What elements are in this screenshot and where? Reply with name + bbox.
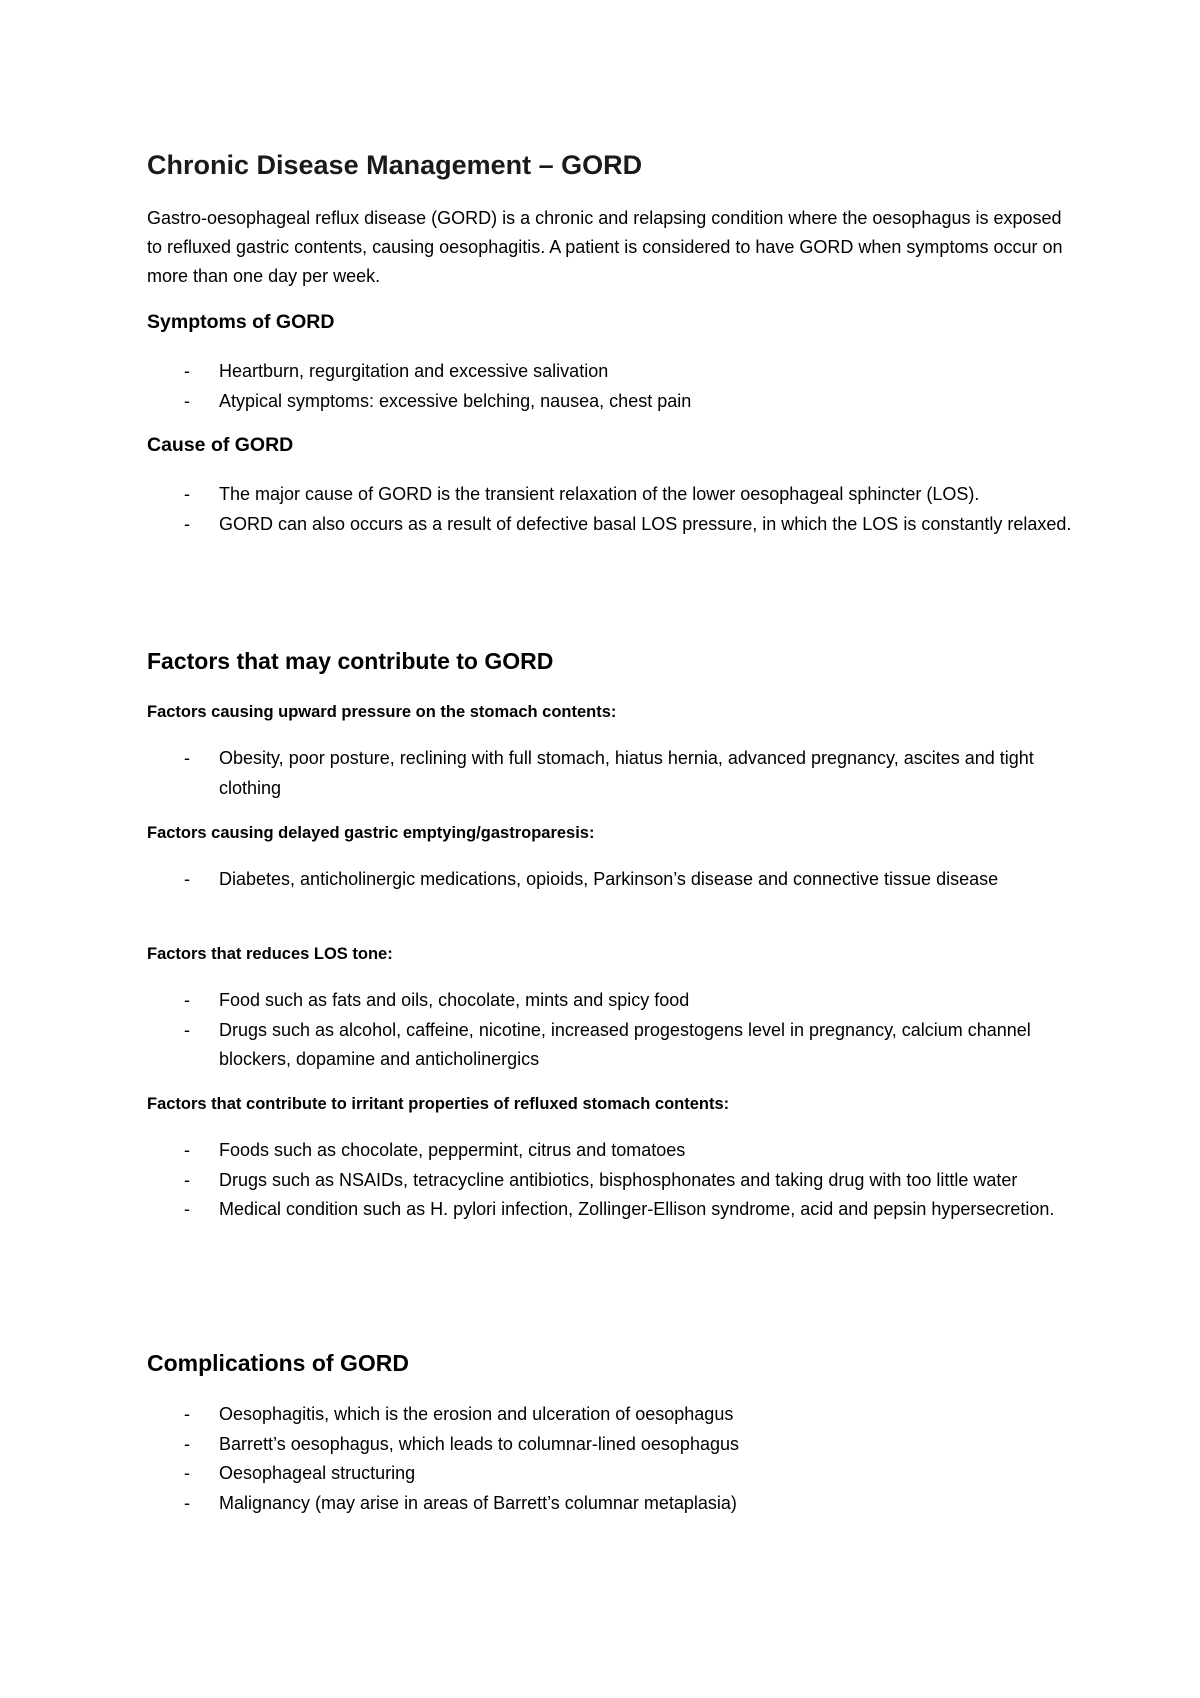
list-item: - Diabetes, anticholinergic medications, opioids, Parkinson’s disease and connective tissue disease (147, 865, 1077, 895)
factors-irritant-list (147, 1136, 1077, 1225)
list-item: - Atypical symptoms: excessive belching, nausea, chest pain (147, 387, 1077, 417)
list-item: - Food such as fats and oils, chocolate, mints and spicy food (147, 986, 1077, 1016)
factors-upward-pressure-heading: Factors causing upward pressure on the stomach contents: (147, 703, 617, 721)
list-item: - Drugs such as alcohol, caffeine, nicotine, increased progestogens level in pregnancy, calcium channel blockers, dopamine and anticholinergics (147, 1016, 1077, 1075)
cause-list (147, 480, 1077, 539)
factors-heading: Factors that may contribute to GORD (147, 648, 554, 674)
list-item: - Obesity, poor posture, reclining with full stomach, hiatus hernia, advanced pregnancy, ascites and tight clothing (147, 744, 1077, 803)
complications-list (147, 1400, 1077, 1518)
factors-delayed-emptying-list (147, 865, 1077, 895)
list-item: - Medical condition such as H. pylori infection, Zollinger-Ellison syndrome, acid and pepsin hypersecretion. (147, 1195, 1077, 1225)
list-item: - Heartburn, regurgitation and excessive salivation (147, 357, 1077, 387)
symptoms-list (147, 357, 1077, 416)
cause-heading: Cause of GORD (147, 434, 294, 456)
list-item: - Malignancy (may arise in areas of Barrett’s columnar metaplasia) (147, 1489, 1077, 1519)
list-item: - GORD can also occurs as a result of defective basal LOS pressure, in which the LOS is constantly relaxed. (147, 510, 1077, 540)
symptoms-heading: Symptoms of GORD (147, 311, 335, 333)
list-item: - Barrett’s oesophagus, which leads to columnar-lined oesophagus (147, 1430, 1077, 1460)
factors-los-tone-heading: Factors that reduces LOS tone: (147, 945, 393, 963)
list-item: - Drugs such as NSAIDs, tetracycline antibiotics, bisphosphonates and taking drug with too little water (147, 1166, 1077, 1196)
list-item: - Foods such as chocolate, peppermint, citrus and tomatoes (147, 1136, 1077, 1166)
list-item: - Oesophageal structuring (147, 1459, 1077, 1489)
factors-irritant-heading: Factors that contribute to irritant properties of refluxed stomach contents: (147, 1095, 730, 1113)
list-item: - The major cause of GORD is the transient relaxation of the lower oesophageal sphincter (LOS). (147, 480, 1077, 510)
factors-delayed-emptying-heading: Factors causing delayed gastric emptying/gastroparesis: (147, 824, 595, 842)
list-item: - Oesophagitis, which is the erosion and ulceration of oesophagus (147, 1400, 1077, 1430)
intro-paragraph: Gastro-oesophageal reflux disease (GORD) is a chronic and relapsing condition where the oesophagus is exposed to refluxed gastric contents, causing oesophagitis. A patient is considered to have GORD when symptoms occur on more than one day per week. (147, 208, 1063, 286)
factors-los-tone-list (147, 986, 1077, 1075)
factors-upward-pressure-list (147, 744, 1077, 803)
complications-heading: Complications of GORD (147, 1350, 409, 1376)
page-title: Chronic Disease Management – GORD (147, 150, 643, 180)
